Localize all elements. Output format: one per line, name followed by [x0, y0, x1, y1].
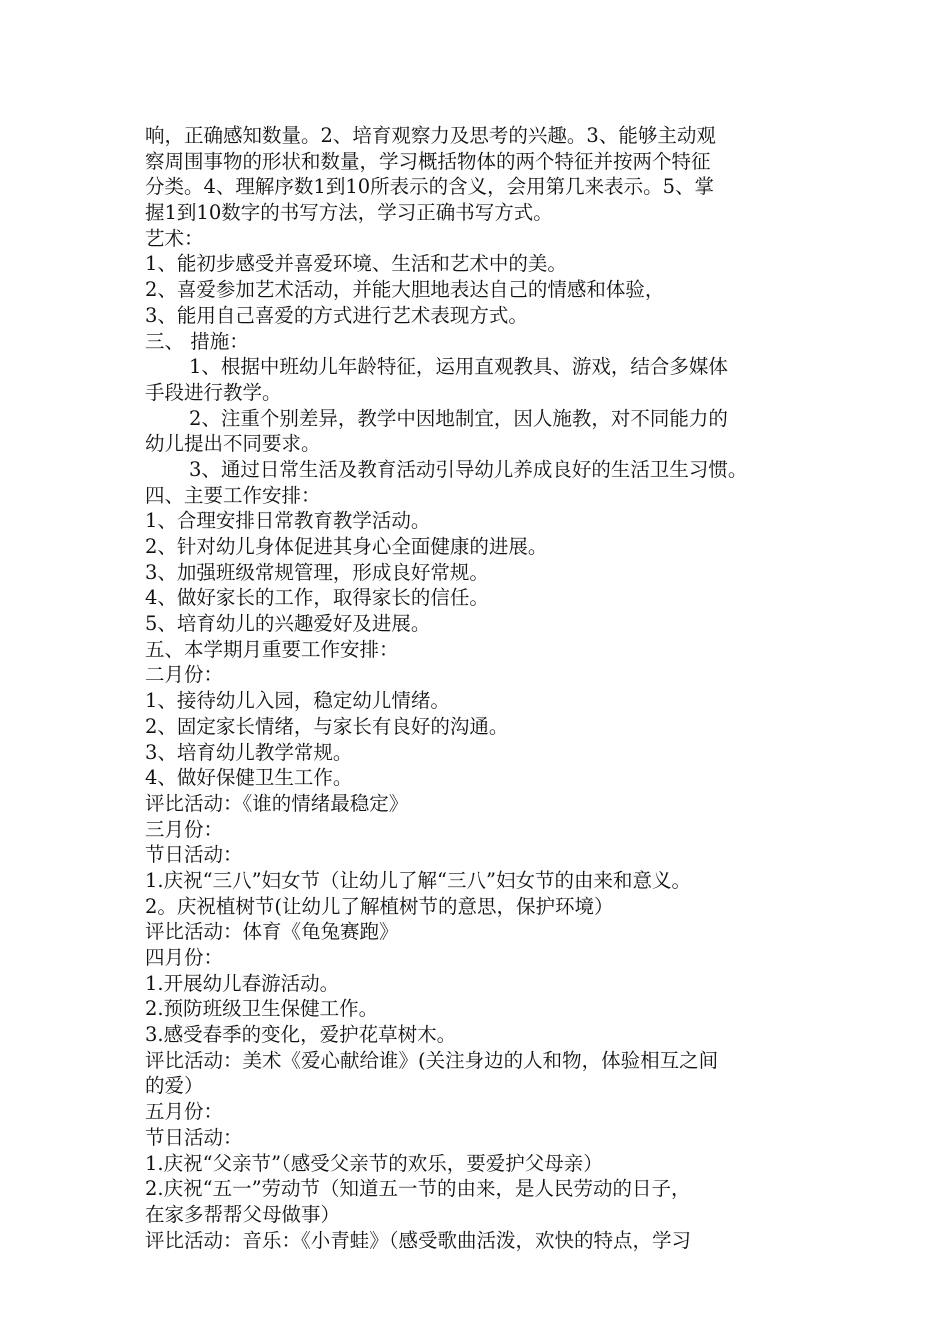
text-line: 4、做好保健卫生工作。: [145, 766, 353, 790]
document-body: [145, 123, 835, 1253]
text-line: 评比活动：音乐：《小青蛙》（感受歌曲活泼，欢快的特点，学习: [145, 1228, 692, 1252]
text-line: 1、根据中班幼儿年龄特征，运用直观教具、游戏，结合多媒体: [189, 355, 728, 379]
text-line: 在家多帮帮父母做事）: [145, 1202, 341, 1226]
text-line: 手段进行教学。: [145, 380, 282, 404]
text-line: 幼儿提出不同要求。: [145, 432, 321, 456]
text-line: 四月份：: [145, 946, 224, 969]
text-line: 评比活动：《谁的情绪最稳定》: [145, 791, 409, 815]
text-line: 3、加强班级常规管理，形成良好常规。: [145, 560, 489, 584]
text-line: 1、合理安排日常教育教学活动。: [145, 509, 431, 533]
text-line: 二月份：: [145, 663, 224, 687]
text-line: 响，正确感知数量。2、培育观察力及思考的兴趣。3、能够主动观: [145, 124, 716, 147]
text-line: 节日活动：: [145, 1125, 243, 1149]
text-line: 五、本学期月重要工作安排：: [145, 637, 399, 661]
text-line: 2.庆祝“五一”劳动节（知道五一节的由来，是人民劳动的日子，: [145, 1177, 691, 1201]
text-line: 分类。4、理解序数1到10所表示的含义，会用第几来表示。5、掌: [145, 175, 715, 199]
text-line: 察周围事物的形状和数量，学习概括物体的两个特征并按两个特征: [145, 149, 711, 173]
text-line: 1、能初步感受并喜爱环境、生活和艺术中的美。: [145, 252, 567, 276]
text-line: 2.预防班级卫生保健工作。: [145, 997, 379, 1021]
text-line: 三月份：: [145, 817, 224, 841]
text-line: 握1到10数字的书写方法，学习正确书写方式。: [145, 201, 553, 225]
text-line: 2、针对幼儿身体促进其身心全面健康的进展。: [145, 535, 548, 558]
text-line: 2、喜爱参加艺术活动，并能大胆地表达自己的情感和体验，: [145, 278, 665, 302]
text-line: 3、通过日常生活及教育活动引导幼儿养成良好的生活卫生习惯。: [189, 457, 748, 481]
text-line: 2、固定家长情绪，与家长有良好的沟通。: [145, 714, 509, 738]
text-line: 5、培育幼儿的兴趣爱好及进展。: [145, 612, 431, 636]
text-line: 4、做好家长的工作，取得家长的信任。: [145, 586, 489, 610]
text-line: 3.感受春季的变化，爱护花草树木。: [145, 1023, 457, 1047]
text-line: 2、注重个别差异，教学中因地制宜，因人施教，对不同能力的: [189, 406, 728, 430]
text-line: 的爱）: [145, 1074, 204, 1098]
text-line: 艺术：: [145, 226, 204, 250]
text-line: 三、 措施：: [145, 329, 249, 353]
text-line: 1.庆祝“三八”妇女节（让幼儿了解“三八”妇女节的由来和意义。: [145, 868, 691, 892]
text-line: 1、接待幼儿入园，稳定幼儿情绪。: [145, 689, 450, 713]
text-line: 2。庆祝植树节(让幼儿了解植树节的意思，保护环境）: [145, 894, 614, 918]
text-line: 1.庆祝“父亲节”（感受父亲节的欢乐，要爱护父母亲）: [145, 1151, 603, 1175]
text-line: 四、主要工作安排：: [145, 483, 321, 507]
text-line: 节日活动：: [145, 843, 243, 867]
text-line: 3、培育幼儿教学常规。: [145, 740, 353, 764]
text-line: 3、能用自己喜爱的方式进行艺术表现方式。: [145, 303, 528, 327]
text-line: 五月份：: [145, 1100, 224, 1124]
text-line: 1.开展幼儿春游活动。: [145, 971, 340, 995]
text-line: 评比活动：体育《龟兔赛跑》: [145, 920, 399, 944]
text-line: 评比活动：美术《爱心献给谁》(关注身边的人和物，体验相互之间: [145, 1048, 719, 1072]
